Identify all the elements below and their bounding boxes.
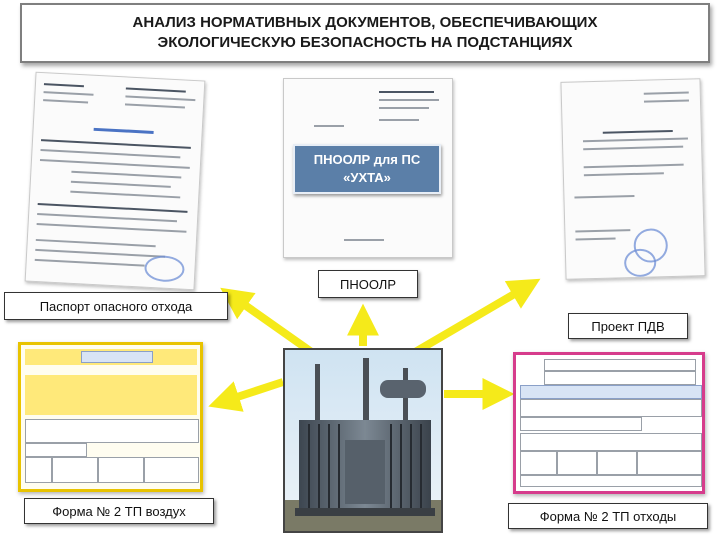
pnoolr-ukhta-line-2: «УХТА» (343, 170, 391, 185)
pdv-document-image (560, 78, 705, 280)
pnoolr-label: ПНООЛР (318, 270, 418, 298)
pnoolr-ukhta-line-1: ПНООЛР для ПС (313, 152, 421, 167)
form-2tp-air-image (18, 342, 203, 492)
title-line-1: АНАЛИЗ НОРМАТИВНЫХ ДОКУМЕНТОВ, ОБЕСПЕЧИВАЮЩИХ (132, 14, 598, 31)
passport-document-image (25, 72, 206, 291)
title-line-2: ЭКОЛОГИЧЕСКУЮ БЕЗОПАСНОСТЬ НА ПОДСТАНЦИЯХ (157, 34, 573, 51)
transformer-photo (283, 348, 443, 533)
form-2tp-air-label: Форма № 2 ТП воздух (24, 498, 214, 524)
pnoolr-ukhta-box (293, 144, 441, 194)
form-2tp-waste-image (513, 352, 705, 494)
arrow-to-form-air (222, 382, 283, 402)
passport-label: Паспорт опасного отхода (4, 292, 228, 320)
pdv-label: Проект ПДВ (568, 313, 688, 339)
form-2tp-waste-label: Форма № 2 ТП отходы (508, 503, 708, 529)
